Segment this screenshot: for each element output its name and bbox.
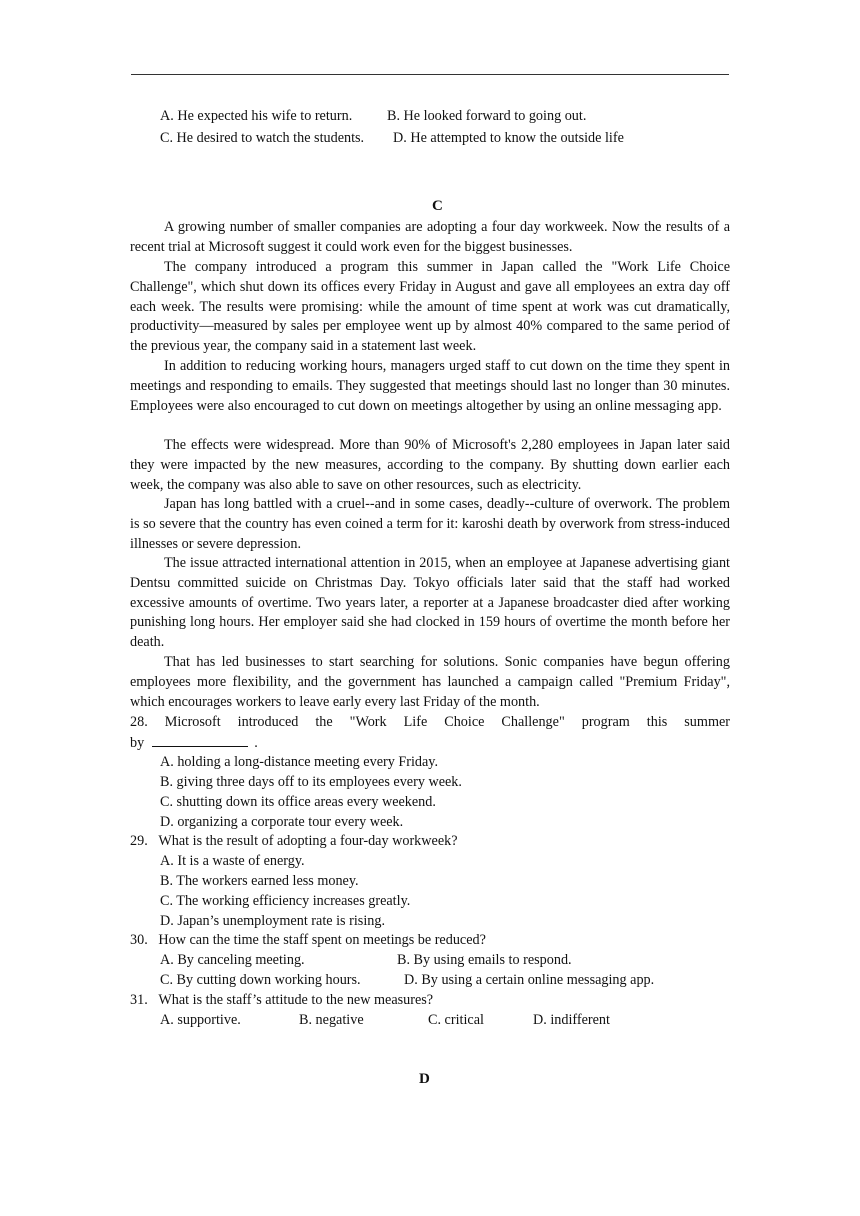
question-31-option-c: C. critical bbox=[428, 1012, 484, 1028]
answer-blank bbox=[152, 734, 248, 747]
header-rule bbox=[131, 74, 729, 75]
question-28-option-b: B. giving three days off to its employees every week. bbox=[160, 774, 462, 790]
prev-option-b: B. He looked forward to going out. bbox=[387, 108, 587, 124]
prev-option-d: D. He attempted to know the outside life bbox=[393, 130, 624, 146]
paragraph-2: The company introduced a program this summer in Japan called the "Work Life Choice Challenge", which shut down its offices every Friday in August and gave all employees an extra day off each week. The results were promising: while the amount of time spent at work was cut dramatically, productivity—measured by sales per employee went up by almost 40% compared to the same period of the previous year, the company said in a statement last week. bbox=[130, 259, 730, 355]
question-29-stem: 29. What is the result of adopting a four-day workweek? bbox=[130, 833, 458, 849]
question-28-option-c: C. shutting down its office areas every weekend. bbox=[160, 794, 436, 810]
question-29-option-d: D. Japan’s unemployment rate is rising. bbox=[160, 913, 385, 929]
question-28-by: by bbox=[130, 735, 145, 751]
question-30-option-b: B. By using emails to respond. bbox=[397, 952, 572, 968]
question-31-stem: 31. What is the staff’s attitude to the new measures? bbox=[130, 992, 434, 1008]
prev-option-a: A. He expected his wife to return. bbox=[160, 108, 353, 124]
question-29-option-a: A. It is a waste of energy. bbox=[160, 853, 305, 869]
question-29-option-c: C. The working efficiency increases greatly. bbox=[160, 893, 411, 909]
question-31-option-a: A. supportive. bbox=[160, 1012, 241, 1028]
section-heading-c: C bbox=[432, 198, 443, 214]
question-31-option-d: D. indifferent bbox=[533, 1012, 610, 1028]
question-28-period: . bbox=[254, 735, 258, 751]
paragraph-7: That has led businesses to start searching for solutions. Sonic companies have begun offering employees more flexibility, and the government has launched a campaign called "Premium Friday", which encourages workers to leave early every last Friday of the month. bbox=[130, 654, 730, 710]
paragraph-1: A growing number of smaller companies are adopting a four day workweek. Now the results of a recent trial at Microsoft suggest it could work even for the biggest businesses. bbox=[130, 219, 730, 255]
question-31-option-b: B. negative bbox=[299, 1012, 364, 1028]
question-28-option-d: D. organizing a corporate tour every week. bbox=[160, 814, 404, 830]
paragraph-6: The issue attracted international attention in 2015, when an employee at Japanese advertising giant Dentsu committed suicide on Christmas Day. Tokyo officials later said that the staff had worked excessive amounts of overtime. Two years later, a reporter at a Japanese broadcaster died after working punishing long hours. Her employer said she had clocked in 159 hours of overtime the month before her death. bbox=[130, 555, 730, 651]
question-29-option-b: B. The workers earned less money. bbox=[160, 873, 359, 889]
question-30-option-a: A. By canceling meeting. bbox=[160, 952, 305, 968]
prev-option-c: C. He desired to watch the students. bbox=[160, 130, 365, 146]
question-30-option-c: C. By cutting down working hours. bbox=[160, 972, 361, 988]
paragraph-3: In addition to reducing working hours, managers urged staff to cut down on the time they spent in meetings and responding to emails. They suggested that meetings should last no longer than 30 minutes. Employees were also encouraged to cut down on meetings altogether by using an online messaging app. bbox=[130, 358, 730, 414]
question-28-stem-end bbox=[130, 733, 258, 753]
question-30-stem: 30. How can the time the staff spent on meetings be reduced? bbox=[130, 932, 486, 948]
question-28-option-a: A. holding a long-distance meeting every Friday. bbox=[160, 754, 439, 770]
section-heading-d: D bbox=[419, 1071, 430, 1087]
question-30-option-d: D. By using a certain online messaging app. bbox=[404, 972, 655, 988]
paragraph-5: Japan has long battled with a cruel--and in some cases, deadly--culture of overwork. The problem is so severe that the country has even coined a term for it: karoshi death by overwork from stress-induced illnesses or severe depression. bbox=[130, 496, 730, 552]
question-28-stem: 28. Microsoft introduced the "Work Life Choice Challenge" program this summer bbox=[130, 714, 730, 730]
paragraph-4: The effects were widespread. More than 90% of Microsoft's 2,280 employees in Japan later said they were impacted by the new measures, according to the company. By shutting down earlier each week, the company was also able to save on other resources, such as electricity. bbox=[130, 437, 730, 493]
